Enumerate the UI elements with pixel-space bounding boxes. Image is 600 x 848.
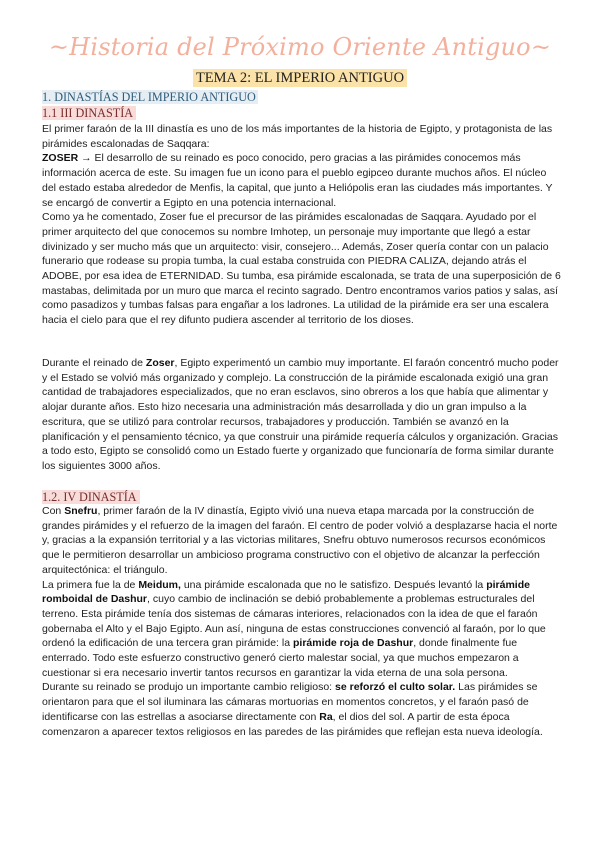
topic-heading-wrap (0, 69, 600, 87)
paragraph-text: Las pirámides se orientaron para que el sol iluminara las cámaras mortuorias en momentos concretos, y el faraón pasó de identificarse con las estrellas a asociarse directamente con (42, 681, 538, 723)
paragraph-text: Durante el reinado de (42, 357, 146, 369)
subsection-heading-iii-dinastia: 1.1 III DINASTÍA (42, 106, 136, 120)
paragraph-text: , el dios del sol. A partir de esta época comenzaron a aparecer textos religiosos en las paredes de las pirámides que reflejan esta nueva ideología. (42, 710, 543, 738)
paragraph-text: , primer faraón de la IV dinastía, Egipto vivió una nueva etapa marcada por la construcción de grandes pirámides y el refuerzo de la imagen del faraón. El centro de poder volvió a desplazarse hacia el norte y, gracias a la expansión territorial y a las victorias militares, Snefru obtuvo numerosos recursos económicos que le permitieron desarrollar un ambicioso programa constructivo con el objetivo de alcanzar la perfección arquitectónica: el triángulo. (42, 505, 558, 576)
paragraph-text: Durante su reinado se produjo un importante cambio religioso: (42, 681, 336, 694)
subsection-heading-iv-dinastia: 1.2. IV DINASTÍA (42, 490, 140, 504)
bold-term: Meidum, (138, 578, 181, 591)
paragraph-text: una pirámide escalonada que no le satisfizo. Después levantó la (180, 578, 487, 591)
bold-term: se reforzó el culto solar. (335, 681, 456, 694)
paragraph-piramides (42, 578, 562, 681)
bold-term: pirámide roja de Dashur (293, 637, 414, 650)
section-heading-dinastias: 1. DINASTÍAS DEL IMPERIO ANTIGUO (42, 90, 256, 104)
bold-term: Snefru (64, 505, 98, 517)
document-title: ~Historia del Próximo Oriente Antiguo~ (48, 33, 552, 61)
paragraph-culto-solar (42, 680, 562, 739)
bold-term: Zoser (145, 357, 175, 369)
bold-term: pirámide romboidal de Dashur (42, 578, 530, 606)
paragraph-text: , donde finalmente fue enterrado. Todo este esfuerzo constructivo generó cierto malestar social, ya que muchos empezaron a cuestionar si era necesario invertir tantos recursos en garantizar la vida eterna de una sola persona. (42, 637, 519, 679)
paragraph-saqqara: Como ya he comentado, Zoser fue el precursor de las pirámides escalonadas de Saqqara. Ayudado por el primer arquitecto del que conocemos su nombre Imhotep, un personaje muy importante que llegó a estar divinizado y ser mucho más que un arquitecto: visir, consejero... Además, Zoser quería contar con un palacio funerario que rodease su propia tumba, la cual estaba construida con PIEDRA CALIZA, dejando atrás el ADOBE, por esa idea de ETERNIDAD. Su tumba, esa pirámide escalonada, se trata de una superposición de 6 mastabas, delimitada por un muro que marca el recinto sagrado. Dentro encontramos varios patios y salas, así como pasadizos y tumbas falsas para engañar a los ladrones. La utilidad de la pirámide era ser una escalera hacia el cielo para que el rey difunto pudiera ascender al territorio de los dioses. (42, 211, 561, 327)
bold-term: ZOSER (42, 152, 79, 165)
paragraph-text: , Egipto experimentó un cambio muy importante. El faraón concentró mucho poder y el Estado se volvió más organizado y complejo. La construcción de la pirámide escalonada exigió una gran cantidad de trabajadores especializados, que no eran esclavos, sino obreros a los que había que alimentar y alojar durante años. Esto hizo necesaria una administración más desarrollada y dio un gran impulso a la escritura, que se utilizó para controlar recursos, trabajadores y producción. También se avanzó en la planificación y el pensamiento técnico, ya que construir una pirámide requería cálculos y organización. Gracias a todo esto, Egipto se consolidó como un Estado fuerte y organizado que funcionaría de forma similar durante los siguientes 3000 años. (42, 357, 559, 472)
paragraph-estado (42, 356, 562, 474)
text-block-estado (42, 356, 562, 474)
text-block-iii-dinastia (42, 122, 562, 328)
paragraph-text: , cuyo cambio de inclinación se debió probablemente a problemas estructurales del terreno. Esta pirámide tenía dos sistemas de cámaras interiores, relacionados con la idea de que el faraón gobernaba el Alto y el Bajo Egipto. Aun así, ninguna de estas construcciones convenció al faraón, por lo que ordenó la edificación de una tercera gran pirámide: la (42, 593, 546, 650)
paragraph-zoser (42, 151, 562, 210)
paragraph-snefru (42, 504, 562, 578)
text-block-iv-dinastia (42, 504, 562, 739)
bold-term: Ra (319, 710, 333, 723)
paragraph-text: Con (42, 505, 65, 517)
paragraph-text: → El desarrollo de su reinado es poco conocido, pero gracias a las pirámides conocemos más información acerca de este. Su imagen fue un icono para el pueblo egipceo durante muchos años. El núcleo del estado estaba alrededor de Menfis, la capital, que junto a Heliópolis eran las ciudades más importantes. Y se encargó de convertir a Egipto en una potencia internacional. (42, 152, 553, 209)
paragraph-text: La primera fue la de (42, 578, 139, 591)
topic-heading: TEMA 2: EL IMPERIO ANTIGUO (193, 69, 407, 87)
paragraph-intro: El primer faraón de la III dinastía es uno de los más importantes de la historia de Egipto, y protagonista de las pirámides escalonadas de Saqqara: (42, 123, 553, 150)
